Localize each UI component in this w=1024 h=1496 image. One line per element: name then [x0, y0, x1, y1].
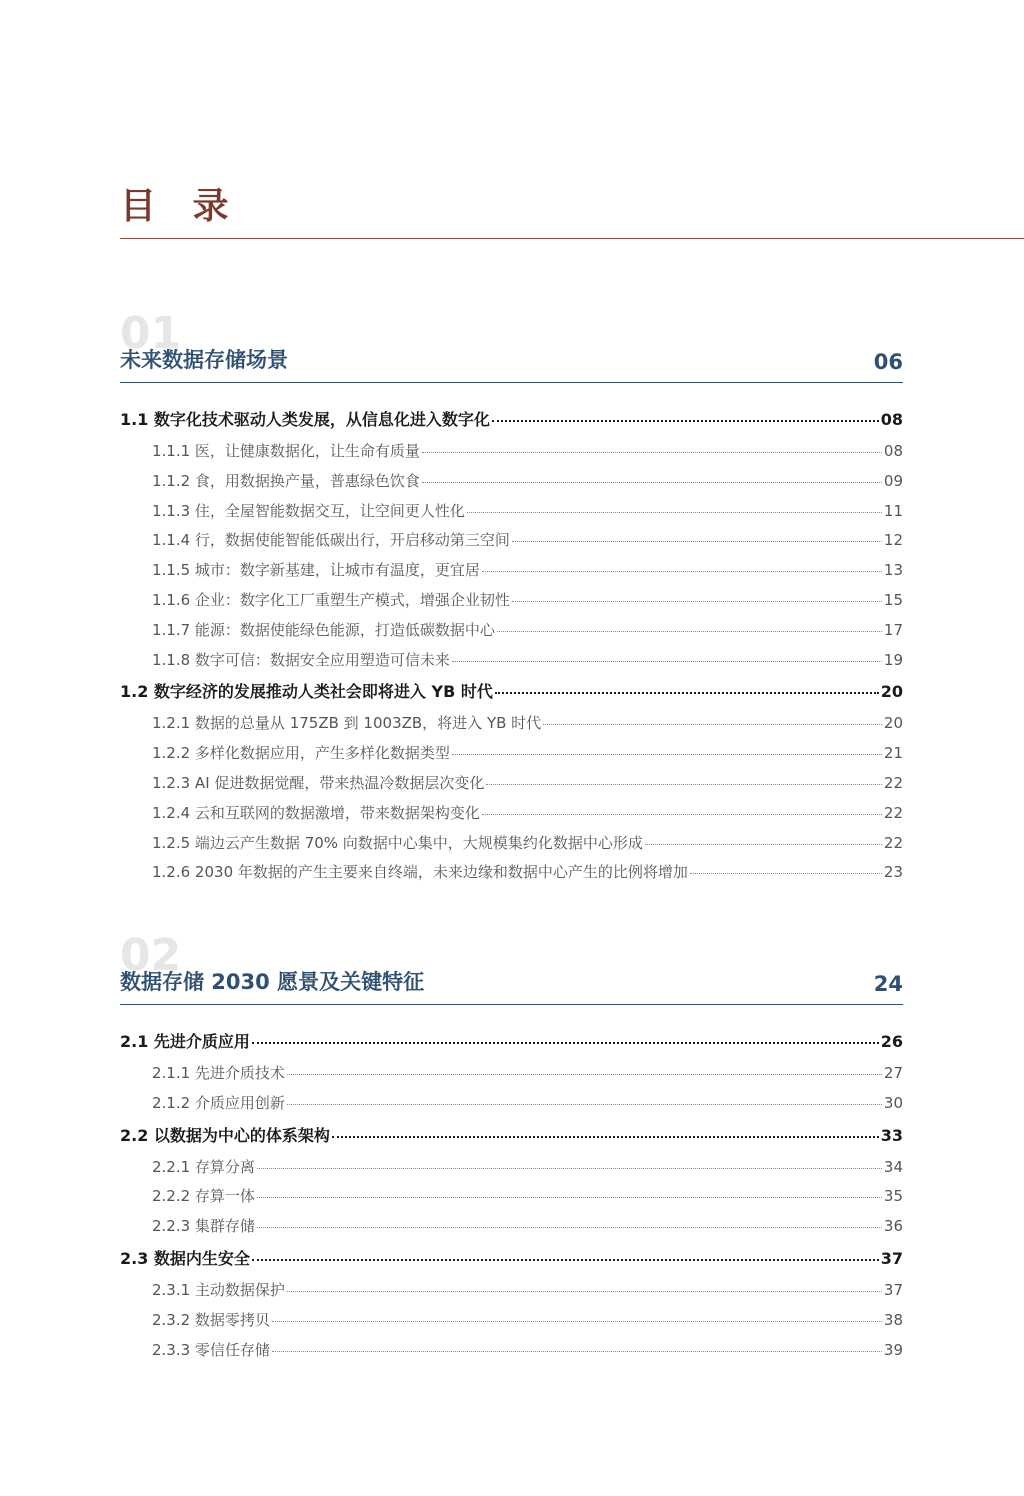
section-entries [120, 1025, 903, 1365]
entry-label: 1.1.4 行，数据使能智能低碳出行，开启移动第三空间 [152, 531, 510, 550]
dot-leader [287, 1074, 882, 1075]
entry-page-number: 38 [883, 1310, 903, 1329]
toc-subentry[interactable] [120, 1212, 903, 1242]
dot-leader [252, 1042, 879, 1044]
entry-label: 2.1.1 先进介质技术 [152, 1064, 285, 1082]
section-title[interactable]: 数据存储 2030 愿景及关键特征 [120, 970, 425, 994]
dot-leader [422, 452, 882, 453]
toc-subentry[interactable] [120, 1182, 903, 1212]
toc-subentry[interactable] [120, 1089, 903, 1119]
entry-label: 2.2.3 集群存储 [152, 1217, 255, 1236]
entry-page-number: 09 [883, 471, 903, 490]
entry-page-number: 12 [883, 531, 903, 550]
toc-subentry[interactable] [120, 1306, 903, 1336]
entry-label: 2.3.2 数据零拷贝 [152, 1310, 270, 1329]
entry-page-number: 13 [883, 561, 903, 580]
toc-subentry[interactable] [120, 556, 903, 586]
entry-page-number: 20 [880, 682, 903, 702]
dot-leader [252, 1259, 879, 1261]
entry-page-number: 20 [883, 714, 903, 733]
toc-chapter-entry[interactable] [120, 403, 903, 437]
entry-label: 1.1.8 数字可信：数据安全应用塑造可信未来 [152, 650, 450, 669]
dot-leader [486, 784, 882, 785]
dot-leader [272, 1351, 882, 1352]
toc-section-2 [120, 930, 903, 1365]
entry-page-number: 21 [883, 744, 903, 763]
entry-label: 2.3.1 主动数据保护 [152, 1280, 285, 1299]
toc-subentry[interactable] [120, 769, 903, 799]
section-number: 02 [120, 930, 182, 981]
entry-page-number: 22 [883, 833, 903, 852]
dot-leader [287, 1291, 882, 1292]
entry-label: 2.3 数据内生安全 [120, 1248, 250, 1268]
entry-label: 1.2.6 2030 年数据的产生主要来自终端，未来边缘和数据中心产生的比例将增加 [152, 863, 688, 882]
dot-leader [272, 1321, 882, 1322]
toc-subentry[interactable] [120, 437, 903, 467]
toc-subentry[interactable] [120, 586, 903, 616]
dot-leader [257, 1197, 882, 1198]
toc-chapter-entry[interactable] [120, 1025, 903, 1059]
dot-leader [497, 631, 882, 632]
entry-label: 2.1.2 介质应用创新 [152, 1093, 285, 1112]
entry-label: 1.1 数字化技术驱动人类发展，从信息化进入数字化 [120, 410, 490, 429]
entry-page-number: 26 [880, 1032, 903, 1051]
entry-page-number: 37 [880, 1248, 903, 1268]
dot-leader [287, 1104, 882, 1105]
toc-section-1 [120, 308, 903, 888]
entry-page-number: 33 [880, 1125, 903, 1145]
entry-page-number: 22 [883, 773, 903, 792]
entry-label: 1.2.1 数据的总量从 175ZB 到 1003ZB，将进入 YB 时代 [152, 714, 542, 733]
entry-page-number: 08 [883, 442, 903, 460]
dot-leader [690, 873, 882, 874]
entry-page-number: 35 [883, 1187, 903, 1206]
toc-subentry[interactable] [120, 497, 903, 527]
toc-subentry[interactable] [120, 467, 903, 497]
toc-subentry[interactable] [120, 1336, 903, 1366]
entry-page-number: 15 [883, 590, 903, 609]
entry-page-number: 22 [883, 803, 903, 822]
title-divider [120, 238, 1024, 239]
toc-subentry[interactable] [120, 858, 903, 888]
entry-page-number: 34 [883, 1157, 903, 1176]
section-entries [120, 403, 903, 888]
entry-label: 1.1.7 能源：数据使能绿色能源，打造低碳数据中心 [152, 620, 495, 639]
entry-page-number: 27 [883, 1064, 903, 1082]
dot-leader [512, 541, 882, 542]
entry-page-number: 17 [883, 620, 903, 639]
entry-label: 1.1.3 住，全屋智能数据交互，让空间更人性化 [152, 501, 465, 520]
dot-leader [452, 754, 882, 755]
section-number: 01 [120, 308, 182, 359]
toc-chapter-entry[interactable] [120, 1119, 903, 1153]
dot-leader [512, 601, 882, 602]
entry-page-number: 11 [883, 501, 903, 520]
entry-page-number: 37 [883, 1280, 903, 1299]
entry-label: 1.2 数字经济的发展推动人类社会即将进入 YB 时代 [120, 682, 493, 702]
toc-subentry[interactable] [120, 1153, 903, 1183]
toc-chapter-entry[interactable] [120, 675, 903, 709]
section-header [120, 308, 903, 383]
toc-subentry[interactable] [120, 709, 903, 739]
section-title[interactable]: 未来数据存储场景 [120, 348, 288, 372]
dot-leader [422, 482, 882, 483]
dot-leader [482, 571, 882, 572]
toc-subentry[interactable] [120, 1059, 903, 1089]
toc-subentry[interactable] [120, 616, 903, 646]
dot-leader [492, 420, 879, 422]
dot-leader [257, 1168, 882, 1169]
entry-page-number: 30 [883, 1093, 903, 1112]
toc-subentry[interactable] [120, 739, 903, 769]
dot-leader [495, 692, 879, 694]
dot-leader [257, 1227, 882, 1228]
dot-leader [467, 512, 882, 513]
entry-label: 1.1.2 食，用数据换产量，普惠绿色饮食 [152, 471, 420, 490]
entry-page-number: 36 [883, 1217, 903, 1236]
toc-subentry[interactable] [120, 1276, 903, 1306]
entry-page-number: 23 [883, 863, 903, 882]
entry-label: 2.2 以数据为中心的体系架构 [120, 1125, 330, 1145]
toc-subentry[interactable] [120, 526, 903, 556]
page-title: 目 录 [120, 186, 241, 227]
entry-label: 1.2.2 多样化数据应用，产生多样化数据类型 [152, 744, 450, 763]
dot-leader [543, 724, 882, 725]
entry-label: 2.2.2 存算一体 [152, 1187, 255, 1206]
entry-label: 1.1.1 医，让健康数据化，让生命有质量 [152, 442, 420, 460]
dot-leader [645, 844, 882, 845]
entry-page-number: 39 [883, 1340, 903, 1359]
entry-label: 1.2.3 AI 促进数据觉醒，带来热温冷数据层次变化 [152, 773, 485, 792]
toc-subentry[interactable] [120, 646, 903, 676]
dot-leader [332, 1136, 879, 1138]
entry-label: 2.1 先进介质应用 [120, 1032, 250, 1051]
entry-page-number: 19 [883, 650, 903, 669]
dot-leader [482, 814, 882, 815]
toc-subentry[interactable] [120, 799, 903, 829]
toc-subentry[interactable] [120, 829, 903, 859]
entry-label: 1.2.5 端边云产生数据 70% 向数据中心集中，大规模集约化数据中心形成 [152, 833, 643, 852]
dot-leader [452, 661, 882, 662]
entry-label: 1.1.6 企业：数字化工厂重塑生产模式，增强企业韧性 [152, 590, 510, 609]
section-page-number: 06 [873, 350, 903, 374]
entry-label: 2.2.1 存算分离 [152, 1157, 255, 1176]
section-page-number: 24 [873, 972, 903, 996]
entry-label: 1.1.5 城市：数字新基建，让城市有温度，更宜居 [152, 561, 480, 580]
entry-label: 2.3.3 零信任存储 [152, 1340, 270, 1359]
section-header [120, 930, 903, 1005]
entry-page-number: 08 [880, 410, 903, 429]
toc-chapter-entry[interactable] [120, 1242, 903, 1276]
entry-label: 1.2.4 云和互联网的数据激增，带来数据架构变化 [152, 803, 480, 822]
